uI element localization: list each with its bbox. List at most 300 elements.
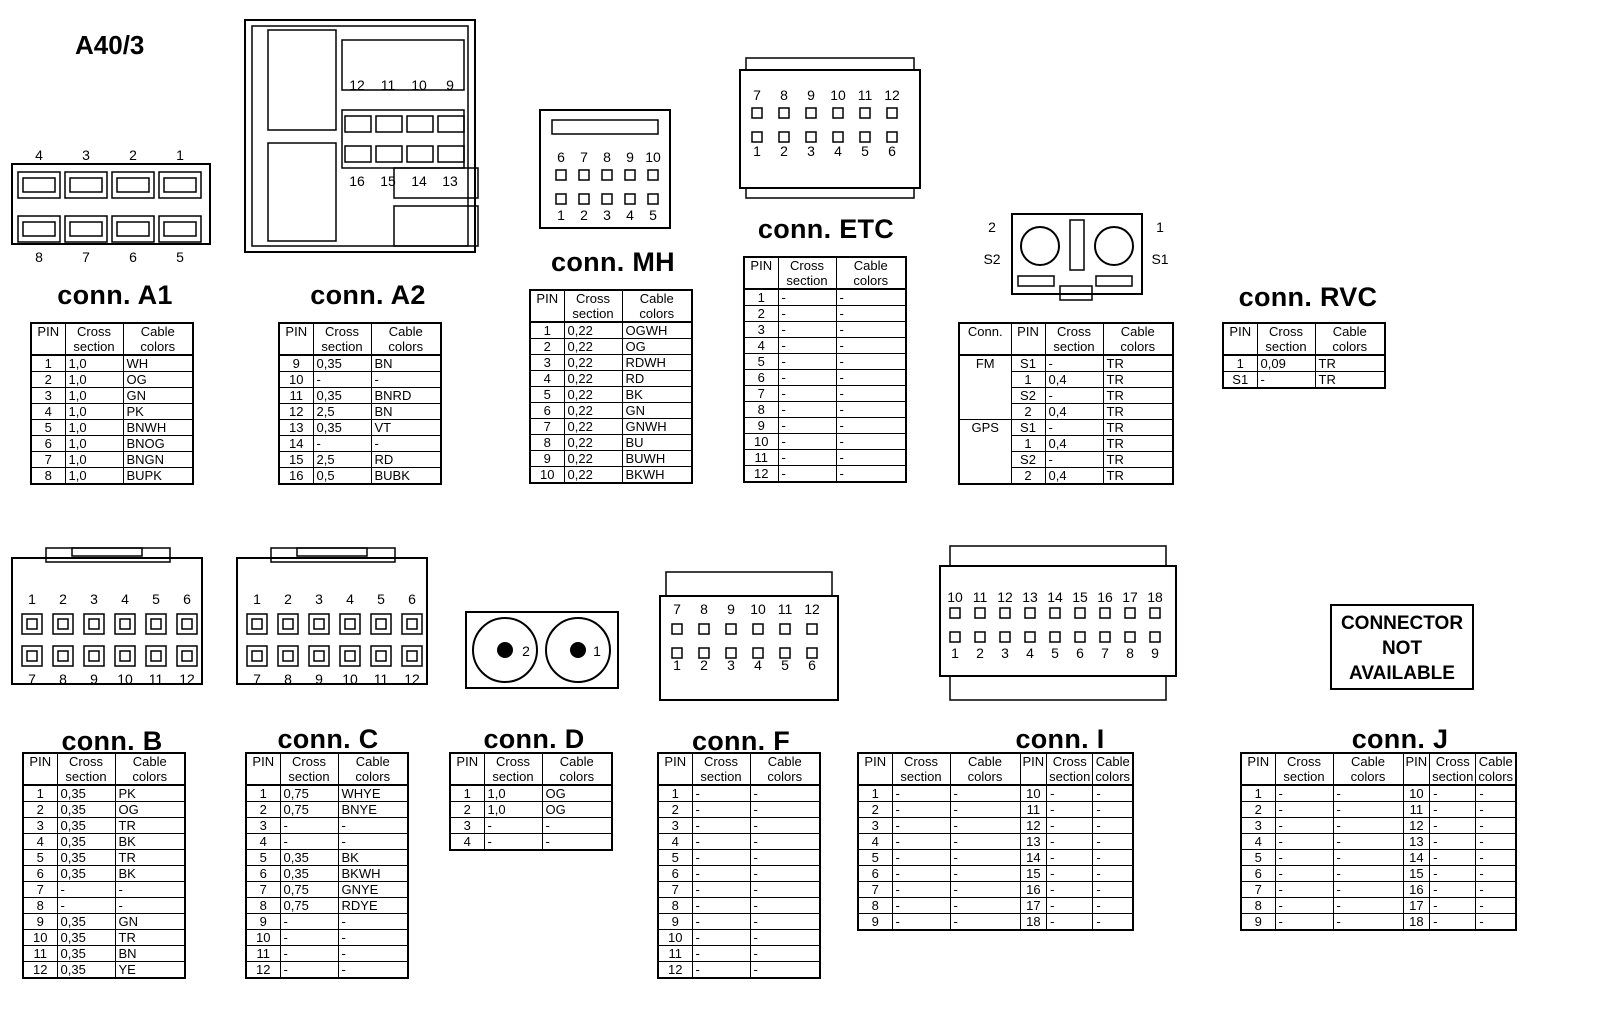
connector-b-cavity <box>84 614 104 634</box>
table-cell: 10 <box>1020 785 1047 802</box>
table-cell: - <box>1093 866 1133 882</box>
table-cell: 0,35 <box>57 914 115 930</box>
i-top-rail <box>950 546 1166 566</box>
table-cell: TR <box>1103 404 1173 420</box>
table-cell: 4 <box>246 834 280 850</box>
title-conn-rvc: conn. RVC <box>1238 282 1378 312</box>
table-cell: 7 <box>530 419 564 435</box>
table-cell: - <box>778 338 836 354</box>
table-cell: - <box>950 850 1020 866</box>
f-cavity <box>699 624 709 634</box>
table-cell: - <box>1333 914 1403 931</box>
table-cell: 11 <box>1403 802 1430 818</box>
table-cell: - <box>1093 818 1133 834</box>
table-cell: 7 <box>744 386 778 402</box>
f-pin-label: 2 <box>700 657 708 673</box>
mh-pin-label: 1 <box>557 207 565 223</box>
table-cell: 3 <box>530 355 564 371</box>
f-pin-label: 4 <box>754 657 762 673</box>
table-cell: - <box>1333 785 1403 802</box>
a2-pin-label: 9 <box>446 77 454 93</box>
table-row <box>744 402 906 418</box>
table-row <box>959 372 1173 388</box>
table-header: Cross section <box>1047 753 1093 785</box>
a1-slot <box>70 178 102 192</box>
connector-b-pin-label: 2 <box>59 591 67 607</box>
table-cell: - <box>778 289 836 306</box>
table-cell: YE <box>115 962 185 979</box>
table-cell: 0,4 <box>1045 468 1103 485</box>
etc-pin-label: 10 <box>830 87 846 103</box>
table-cell: 1 <box>1011 436 1045 452</box>
table-cell: 18 <box>1020 914 1047 931</box>
table-header: Cable colors <box>542 753 612 785</box>
connector-b-pin-label: 6 <box>183 591 191 607</box>
mh-pin-label: 7 <box>580 149 588 165</box>
table-cell: - <box>892 914 950 931</box>
connector-b-pin-label: 7 <box>28 671 36 687</box>
i-cavity <box>1050 608 1060 618</box>
etc-pin-label: 1 <box>753 143 761 159</box>
title-conn-b: conn. B <box>61 726 163 756</box>
table-cell: 1 <box>450 785 484 802</box>
table-row <box>744 450 906 466</box>
i-pin-label: 2 <box>976 645 984 661</box>
table-cell: - <box>950 818 1020 834</box>
connector-c-cavity <box>340 646 360 666</box>
connector-b-cavity <box>177 614 197 634</box>
table-header: Cross section <box>280 753 338 785</box>
table-header: Cross section <box>564 290 622 322</box>
table-row <box>858 834 1133 850</box>
a1-cavity <box>159 216 201 242</box>
table-cell: - <box>313 372 371 388</box>
table-cell: - <box>750 866 820 882</box>
title-conn-a1: conn. A1 <box>57 280 173 310</box>
title-conn-j: conn. J <box>1351 724 1449 754</box>
table-header: Cross section <box>1430 753 1476 785</box>
mh-cavity <box>556 194 566 204</box>
table-cell: 0,35 <box>57 930 115 946</box>
f-pin-label: 6 <box>808 657 816 673</box>
connector-c-pin-label: 5 <box>377 591 385 607</box>
table-cell: - <box>1476 785 1516 802</box>
table-cell: 8 <box>658 898 692 914</box>
page-title: A40/3 <box>75 30 145 60</box>
i-pin-label: 11 <box>972 589 988 605</box>
f-top-rail <box>666 572 832 596</box>
table-cell: - <box>692 914 750 930</box>
etc-cavity <box>833 108 843 118</box>
table-header: Cable colors <box>1315 323 1385 355</box>
table-row <box>658 930 820 946</box>
table-cell: 12 <box>1403 818 1430 834</box>
table-cell: 1,0 <box>65 452 123 468</box>
table-cell: - <box>1275 914 1333 931</box>
table-cell: 8 <box>1241 898 1275 914</box>
title-conn-c: conn. C <box>277 724 379 754</box>
table-cell: OG <box>123 372 193 388</box>
a1-pin-label: 7 <box>82 249 90 265</box>
table-row <box>858 802 1133 818</box>
connector-c-pin <box>283 619 293 629</box>
table-cell: - <box>750 802 820 818</box>
table-cell: 7 <box>31 452 65 468</box>
connector-c-pin <box>407 619 417 629</box>
table-cell: 0,75 <box>280 802 338 818</box>
table-cell: 2 <box>450 802 484 818</box>
table-cell: - <box>1333 866 1403 882</box>
table-cell: TR <box>1315 372 1385 389</box>
table-cell: - <box>1275 898 1333 914</box>
connector-c-cavity <box>278 614 298 634</box>
table-cell: - <box>950 866 1020 882</box>
table-cell: 4 <box>744 338 778 354</box>
connector-a1-body <box>12 164 210 244</box>
table-row <box>530 451 692 467</box>
i-pin-label: 12 <box>997 589 1013 605</box>
table-cell: 2 <box>246 802 280 818</box>
table-cell: 4 <box>658 834 692 850</box>
table-cell: - <box>750 930 820 946</box>
table-row <box>279 468 441 485</box>
table-row <box>658 898 820 914</box>
table-cell: 5 <box>530 387 564 403</box>
i-cavity <box>1125 632 1135 642</box>
table-cell: - <box>778 434 836 450</box>
table-cell: 3 <box>23 818 57 834</box>
a2-cavity <box>376 146 402 162</box>
table-row <box>959 468 1173 485</box>
fm-coax <box>1021 227 1059 265</box>
connector-b-latch <box>72 548 142 556</box>
i-pin-label: 16 <box>1097 589 1113 605</box>
table-cell: 1 <box>31 355 65 372</box>
connector-b-pin <box>58 619 68 629</box>
table-cell: - <box>1430 866 1476 882</box>
fm-pin-label: S2 <box>983 251 1001 267</box>
table-cell: 2 <box>31 372 65 388</box>
i-cavity <box>1000 632 1010 642</box>
table-header: PIN <box>279 323 313 355</box>
connector-c-pin <box>345 651 355 661</box>
etc-cavity <box>887 132 897 142</box>
table-cell: 13 <box>279 420 313 436</box>
table-cell: 18 <box>1403 914 1430 931</box>
f-cavity <box>672 624 682 634</box>
table-cell: BNWH <box>123 420 193 436</box>
table-row <box>744 354 906 370</box>
fm-slot <box>1096 276 1132 286</box>
table-cell <box>959 436 1011 452</box>
f-pin-label: 3 <box>727 657 735 673</box>
table-cell: 5 <box>858 850 892 866</box>
table-row <box>744 370 906 386</box>
table-header: PIN <box>1241 753 1275 785</box>
table-row <box>530 467 692 484</box>
table-cell: 0,35 <box>57 866 115 882</box>
a2-cavity <box>345 146 371 162</box>
table-cell: 17 <box>1020 898 1047 914</box>
table-cell: 12 <box>1020 818 1047 834</box>
connector-c-cavity <box>371 646 391 666</box>
table-cell: 1 <box>530 322 564 339</box>
table-cell: 17 <box>1403 898 1430 914</box>
table-row <box>279 404 441 420</box>
table-row <box>530 419 692 435</box>
table-cell: 3 <box>31 388 65 404</box>
connector-c-pin <box>376 619 386 629</box>
table-header: Cross section <box>692 753 750 785</box>
connector-b-cavity <box>115 646 135 666</box>
table-cell: 3 <box>858 818 892 834</box>
table-cell: 1,0 <box>65 468 123 485</box>
table-row <box>279 355 441 372</box>
table-cell <box>959 404 1011 420</box>
table-cell: - <box>750 946 820 962</box>
table-cell: - <box>750 882 820 898</box>
i-cavity <box>1150 632 1160 642</box>
table-cell: - <box>371 372 441 388</box>
table-cell: - <box>950 834 1020 850</box>
table-cell: RD <box>371 452 441 468</box>
connector-c-pin <box>314 619 324 629</box>
table-cell: - <box>892 882 950 898</box>
table-cell: 12 <box>279 404 313 420</box>
pin-table-etc <box>743 256 907 483</box>
etc-pin-label: 11 <box>857 87 873 103</box>
table-cell: 0,22 <box>564 371 622 387</box>
mh-cavity <box>602 194 612 204</box>
a1-pin-label: 4 <box>35 147 43 163</box>
table-cell: 5 <box>1241 850 1275 866</box>
table-row <box>959 404 1173 420</box>
table-cell: BUWH <box>622 451 692 467</box>
table-header: Cross section <box>1257 323 1315 355</box>
title-conn-i: conn. I <box>1015 724 1105 754</box>
table-row <box>23 785 185 802</box>
connector-b-pin <box>89 651 99 661</box>
table-cell: 7 <box>246 882 280 898</box>
table-cell: 5 <box>658 850 692 866</box>
connector-b-pin-label: 1 <box>28 591 36 607</box>
table-cell: 9 <box>279 355 313 372</box>
table-header: PIN <box>744 257 778 289</box>
i-pin-label: 6 <box>1076 645 1084 661</box>
table-cell: - <box>836 354 906 370</box>
table-row <box>658 962 820 979</box>
a1-cavity <box>112 172 154 198</box>
table-cell: - <box>1430 898 1476 914</box>
pin-table-a2 <box>278 322 442 485</box>
a1-cavity <box>18 216 60 242</box>
table-cell: 1 <box>1241 785 1275 802</box>
table-cell: S1 <box>1011 420 1045 436</box>
table-cell: BU <box>622 435 692 451</box>
etc-pin-label: 3 <box>807 143 815 159</box>
table-header: Cable colors <box>836 257 906 289</box>
table-cell: - <box>280 834 338 850</box>
table-cell: - <box>836 434 906 450</box>
connector-c-cavity <box>278 646 298 666</box>
connector-b-cavity <box>53 614 73 634</box>
title-conn-mh: conn. MH <box>551 247 675 277</box>
a2-cavity <box>407 146 433 162</box>
a1-slot <box>70 222 102 236</box>
table-cell: 13 <box>1403 834 1430 850</box>
pin-table-c <box>245 752 409 979</box>
table-row <box>858 866 1133 882</box>
table-cell: 9 <box>23 914 57 930</box>
i-pin-label: 3 <box>1001 645 1009 661</box>
table-cell: - <box>338 962 408 979</box>
table-header: Cross section <box>57 753 115 785</box>
table-cell: - <box>1275 850 1333 866</box>
table-cell <box>959 372 1011 388</box>
table-cell: - <box>778 354 836 370</box>
i-cavity <box>1000 608 1010 618</box>
table-row <box>246 946 408 962</box>
table-cell: - <box>778 450 836 466</box>
table-cell: - <box>892 818 950 834</box>
table-cell: - <box>692 930 750 946</box>
table-cell: 0,5 <box>313 468 371 485</box>
pin-table-b <box>22 752 186 979</box>
table-cell: 4 <box>530 371 564 387</box>
table-header: Cross section <box>1045 323 1103 355</box>
table-cell: - <box>280 914 338 930</box>
a2-pin-label: 12 <box>349 77 365 93</box>
table-cell: 9 <box>858 914 892 931</box>
a2-pin-label: 11 <box>380 77 396 93</box>
table-cell: - <box>692 802 750 818</box>
i-cavity <box>1025 632 1035 642</box>
table-cell: 7 <box>1241 882 1275 898</box>
a2-inner <box>252 26 468 246</box>
table-row <box>31 372 193 388</box>
table-cell: 11 <box>658 946 692 962</box>
table-cell: 0,35 <box>280 850 338 866</box>
table-cell: 10 <box>744 434 778 450</box>
table-row <box>279 420 441 436</box>
table-header: Cross section <box>778 257 836 289</box>
table-header: Cable colors <box>338 753 408 785</box>
table-row <box>858 898 1133 914</box>
table-row <box>530 339 692 355</box>
table-cell: 8 <box>744 402 778 418</box>
connector-b-pin <box>120 619 130 629</box>
f-pin-label: 10 <box>750 601 766 617</box>
i-pin-label: 13 <box>1022 589 1038 605</box>
etc-pin-label: 6 <box>888 143 896 159</box>
a2-cavity <box>376 116 402 132</box>
f-pin-label: 5 <box>781 657 789 673</box>
table-cell: 0,35 <box>313 355 371 372</box>
i-pin-label: 1 <box>951 645 959 661</box>
table-row <box>450 834 612 851</box>
i-pin-label: 5 <box>1051 645 1059 661</box>
table-cell: 0,35 <box>57 802 115 818</box>
d-coax-pin <box>570 642 586 658</box>
table-header: Cable colors <box>1333 753 1403 785</box>
connector-a2-body <box>245 20 475 252</box>
table-cell: - <box>950 785 1020 802</box>
table-row <box>959 436 1173 452</box>
table-cell: - <box>892 866 950 882</box>
table-row <box>530 371 692 387</box>
table-cell: - <box>1047 818 1093 834</box>
table-cell: TR <box>1103 468 1173 485</box>
table-cell: VT <box>371 420 441 436</box>
table-cell: 7 <box>858 882 892 898</box>
table-cell: 0,75 <box>280 785 338 802</box>
table-cell: 2 <box>858 802 892 818</box>
table-cell: - <box>1333 818 1403 834</box>
f-pin-label: 12 <box>804 601 820 617</box>
table-cell: - <box>778 322 836 338</box>
table-cell: BN <box>371 404 441 420</box>
a1-pin-label: 1 <box>176 147 184 163</box>
table-cell: - <box>115 898 185 914</box>
f-cavity <box>753 624 763 634</box>
table-cell: - <box>1047 785 1093 802</box>
table-cell: 4 <box>858 834 892 850</box>
table-cell: 0,22 <box>564 355 622 371</box>
table-row <box>246 802 408 818</box>
table-cell: - <box>1476 882 1516 898</box>
etc-pin-label: 2 <box>780 143 788 159</box>
table-cell: GNYE <box>338 882 408 898</box>
connector-b-pin <box>151 619 161 629</box>
table-cell: - <box>1476 802 1516 818</box>
table-cell: 5 <box>23 850 57 866</box>
table-cell: 0,35 <box>57 946 115 962</box>
a2-pin-label: 10 <box>411 77 427 93</box>
table-row <box>744 289 906 306</box>
etc-pin-label: 7 <box>753 87 761 103</box>
connector-b-pin <box>120 651 130 661</box>
table-cell: 4 <box>1241 834 1275 850</box>
pin-table-i <box>857 752 1134 931</box>
table-cell: 16 <box>1020 882 1047 898</box>
table-cell: 16 <box>279 468 313 485</box>
table-cell: GPS <box>959 420 1011 436</box>
i-cavity <box>1075 608 1085 618</box>
table-cell: 7 <box>23 882 57 898</box>
connector-c-pin <box>376 651 386 661</box>
table-row <box>744 466 906 483</box>
i-pin-label: 17 <box>1122 589 1138 605</box>
table-row <box>744 322 906 338</box>
table-cell: 14 <box>279 436 313 452</box>
table-cell: - <box>1476 914 1516 931</box>
connector-c-pin-label: 11 <box>373 671 389 687</box>
table-cell: 4 <box>450 834 484 851</box>
etc-cavity <box>887 108 897 118</box>
pin-table-a1 <box>30 322 194 485</box>
connector-c-pin-label: 9 <box>315 671 323 687</box>
table-cell: 1,0 <box>65 436 123 452</box>
table-cell: BNRD <box>371 388 441 404</box>
table-cell: FM <box>959 355 1011 372</box>
table-cell: - <box>1275 818 1333 834</box>
connector-c-pin-label: 2 <box>284 591 292 607</box>
i-cavity <box>1100 608 1110 618</box>
f-pin-label: 9 <box>727 601 735 617</box>
table-row <box>246 866 408 882</box>
table-header: PIN <box>1403 753 1430 785</box>
connector-b-pin <box>58 651 68 661</box>
